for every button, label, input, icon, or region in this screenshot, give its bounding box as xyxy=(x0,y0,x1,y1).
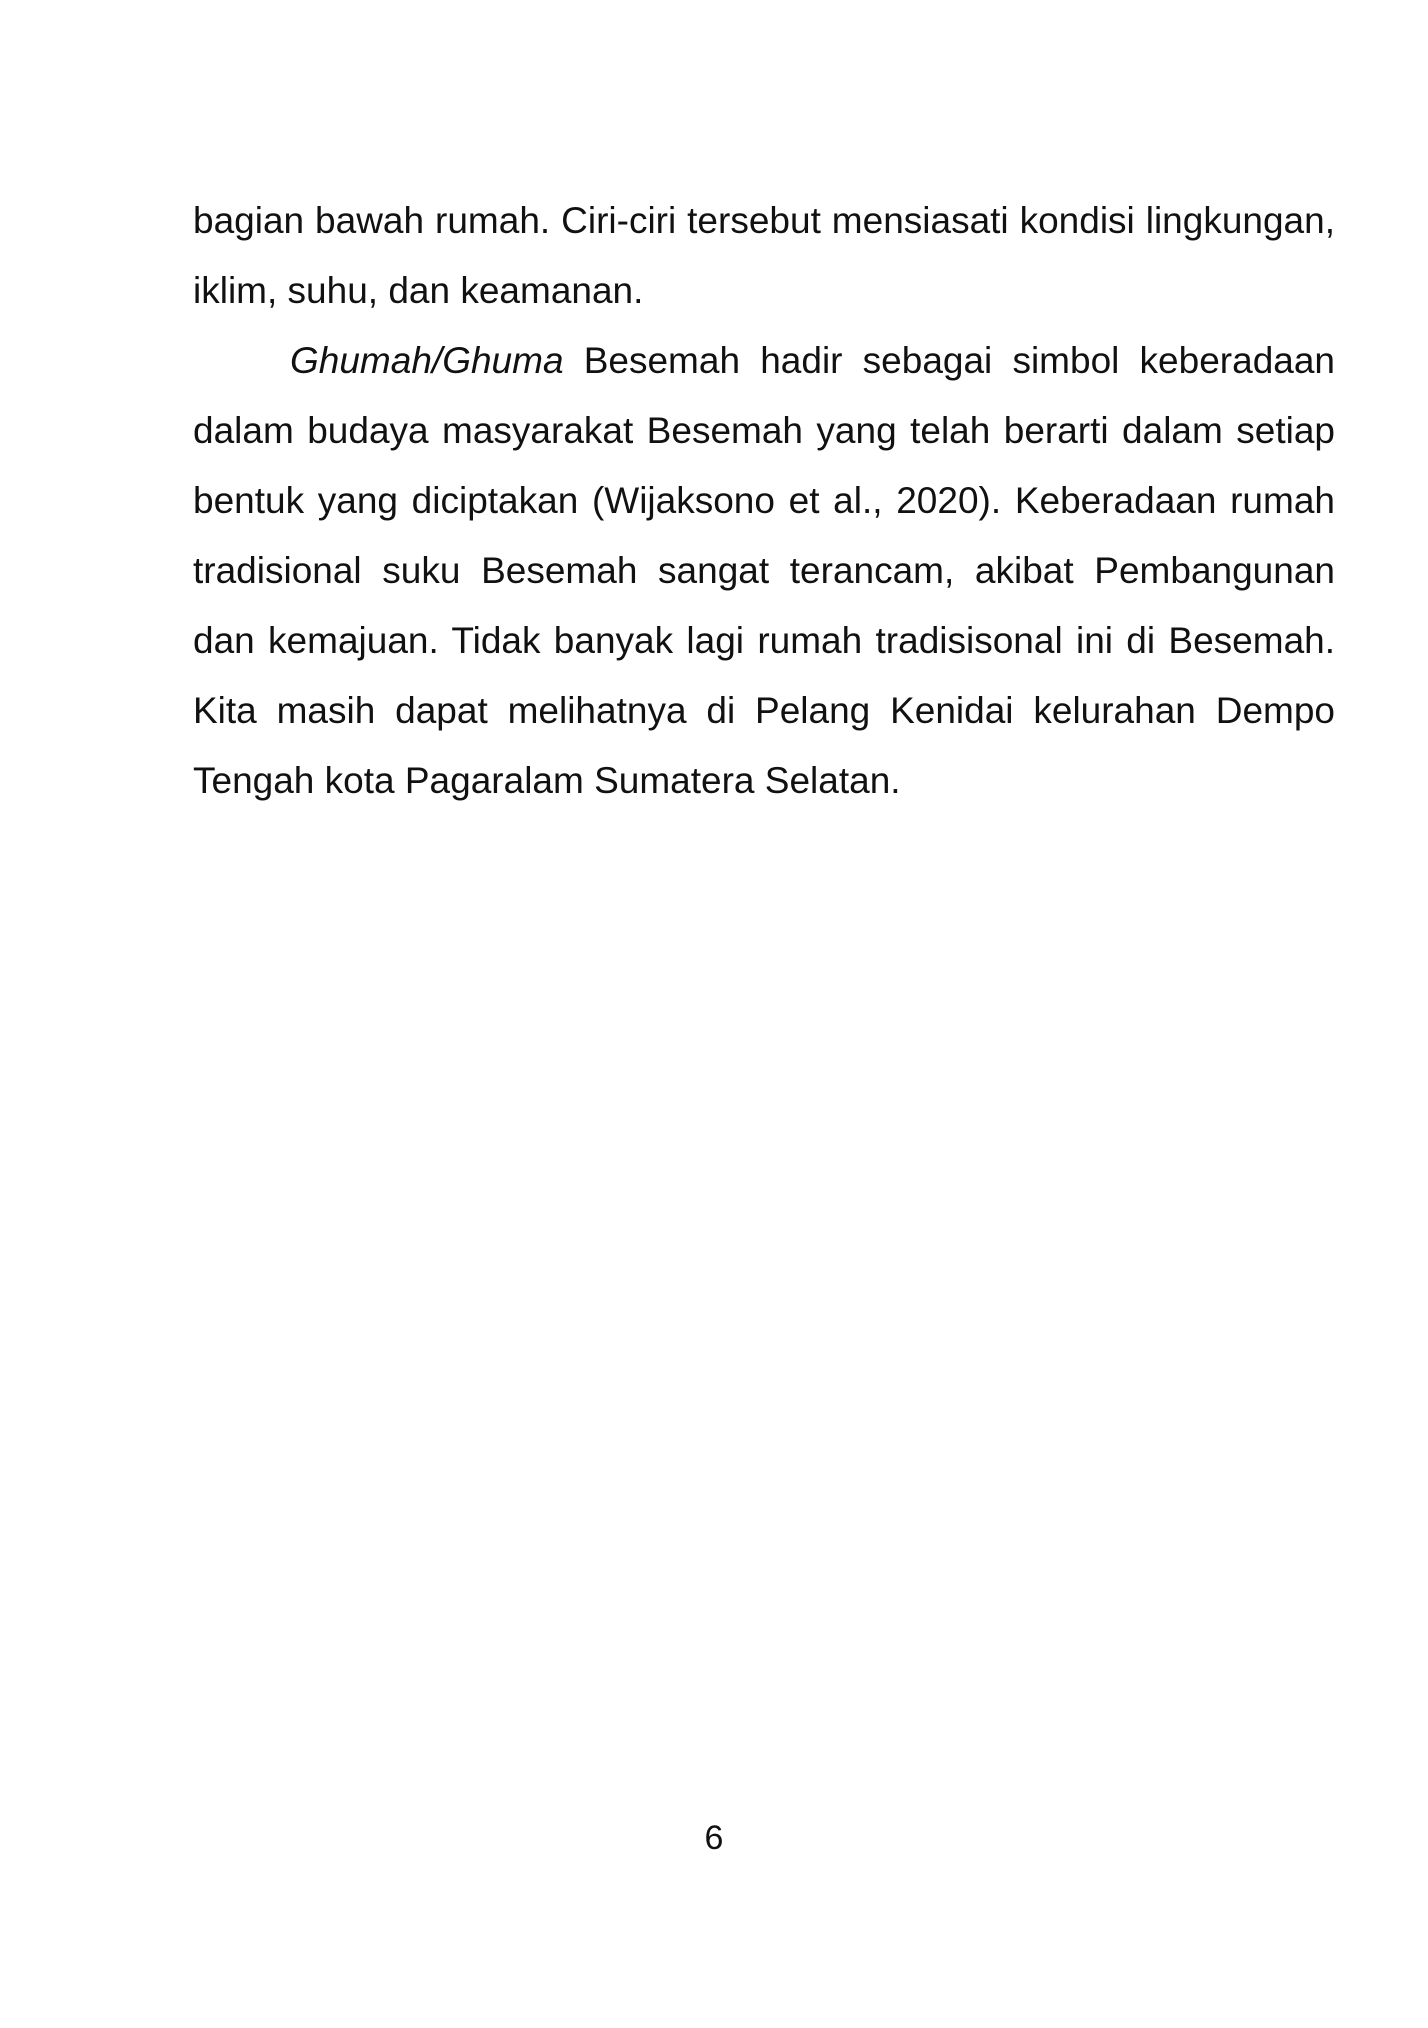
italic-term: Ghumah/Ghuma xyxy=(290,340,564,381)
paragraph-2-text: Besemah hadir sebagai simbol keberadaan dalam budaya masyarakat Besemah yang telah berarti dalam setiap bentuk yang diciptakan (Wijaksono et al., 2020). Keberadaan rumah tradisional suku Besemah sangat terancam, akibat Pembangunan dan kemajuan. Tidak banyak lagi rumah tradisisonal ini di Besemah. Kita masih dapat melihatnya di Pelang Kenidai kelurahan Dempo Tengah kota Pagaralam Sumatera Selatan. xyxy=(193,340,1335,801)
page-number: 6 xyxy=(704,1819,724,1857)
paragraph-2 xyxy=(193,326,1335,816)
page-body xyxy=(193,186,1335,816)
paragraph-1: bagian bawah rumah. Ciri-ciri tersebut mensiasati kondisi lingkungan, iklim, suhu, dan keamanan. xyxy=(193,200,1335,311)
